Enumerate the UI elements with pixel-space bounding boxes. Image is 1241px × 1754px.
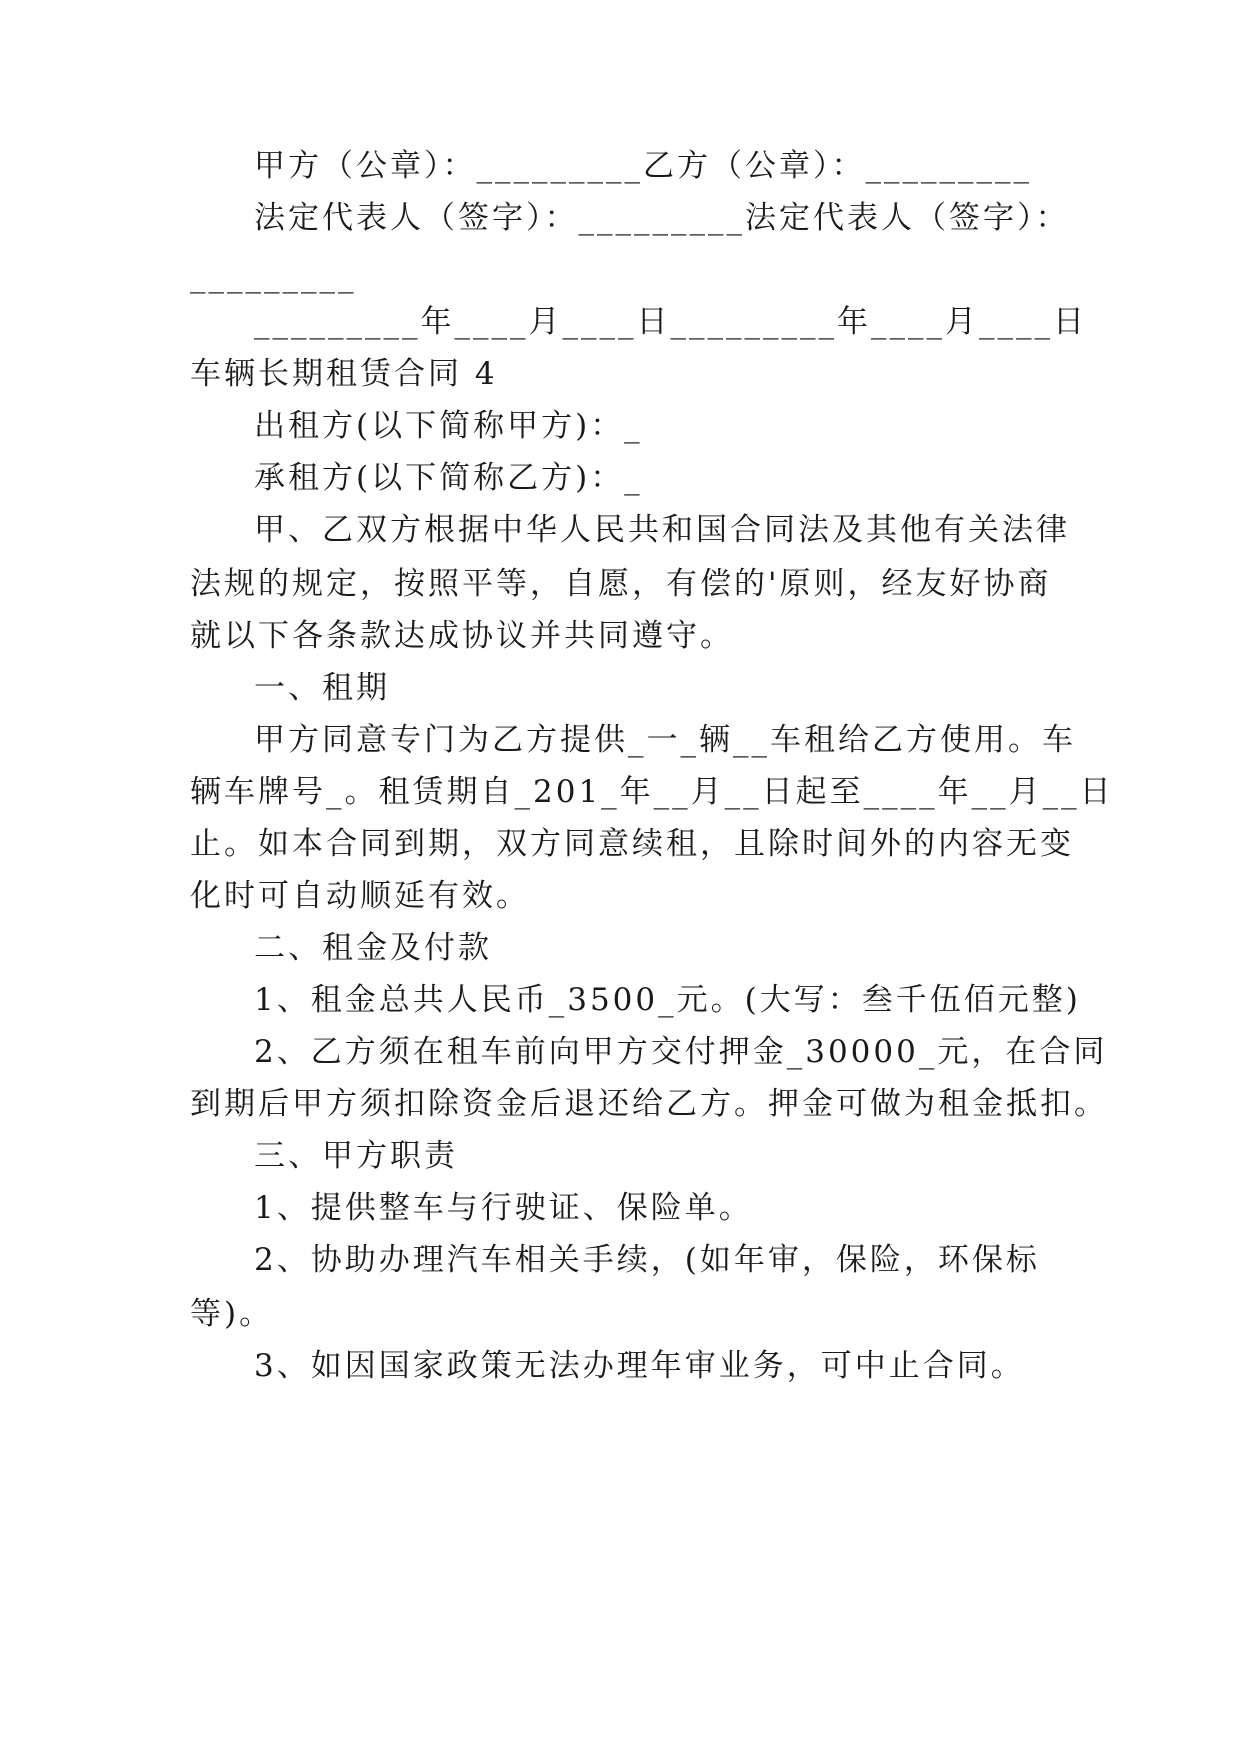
lessor-line: 出租方(以下简称甲方)：_ (254, 408, 643, 444)
signature-date-line: _________年____月____日_________年____月____日 (254, 304, 1087, 340)
lease-term-line-4: 化时可自动顺延有效。 (190, 878, 530, 914)
rent-item-1: 1、租金总共人民币_3500_元。(大写：叁千伍佰元整) (254, 982, 1081, 1018)
signature-representative-line: 法定代表人（签字）：_________法定代表人（签字）： (254, 200, 1070, 236)
duty-item-3: 3、如因国家政策无法办理年审业务，可中止合同。 (254, 1348, 1025, 1384)
preamble-line-1: 甲、乙双方根据中华人民共和国合同法及其他有关法律 (254, 512, 1070, 548)
rent-item-2-line-1: 2、乙方须在租车前向甲方交付押金_30000_元，在合同 (254, 1034, 1108, 1070)
duty-item-2-line-1: 2、协助办理汽车相关手续，(如年审，保险，环保标 (254, 1242, 1040, 1278)
section-heading-lease-term: 一、租期 (254, 670, 390, 706)
signature-representative-continuation: _________ (190, 258, 357, 294)
preamble-line-3: 就以下各条款达成协议并共同遵守。 (190, 618, 734, 654)
signature-party-line: 甲方（公章）：_________乙方（公章）：_________ (254, 148, 1032, 184)
section-heading-rent: 二、租金及付款 (254, 930, 492, 966)
lease-term-line-1: 甲方同意专门为乙方提供_一_辆__车租给乙方使用。车 (254, 722, 1076, 758)
duty-item-1: 1、提供整车与行驶证、保险单。 (254, 1190, 753, 1226)
lessee-line: 承租方(以下简称乙方)：_ (254, 460, 643, 496)
rent-item-2-line-2: 到期后甲方须扣除资金后退还给乙方。押金可做为租金抵扣。 (190, 1086, 1108, 1122)
duty-item-2-line-2: 等)。 (190, 1296, 274, 1332)
preamble-line-2: 法规的规定，按照平等，自愿，有偿的'原则，经友好协商 (190, 566, 1052, 602)
section-heading-lessor-duties: 三、甲方职责 (254, 1138, 458, 1174)
contract-title: 车辆长期租赁合同 4 (190, 356, 498, 392)
lease-term-line-2: 辆车牌号_。租赁期自_201_年__月__日起至____年__月__日 (190, 774, 1114, 810)
lease-term-line-3: 止。如本合同到期，双方同意续租，且除时间外的内容无变 (190, 826, 1074, 862)
